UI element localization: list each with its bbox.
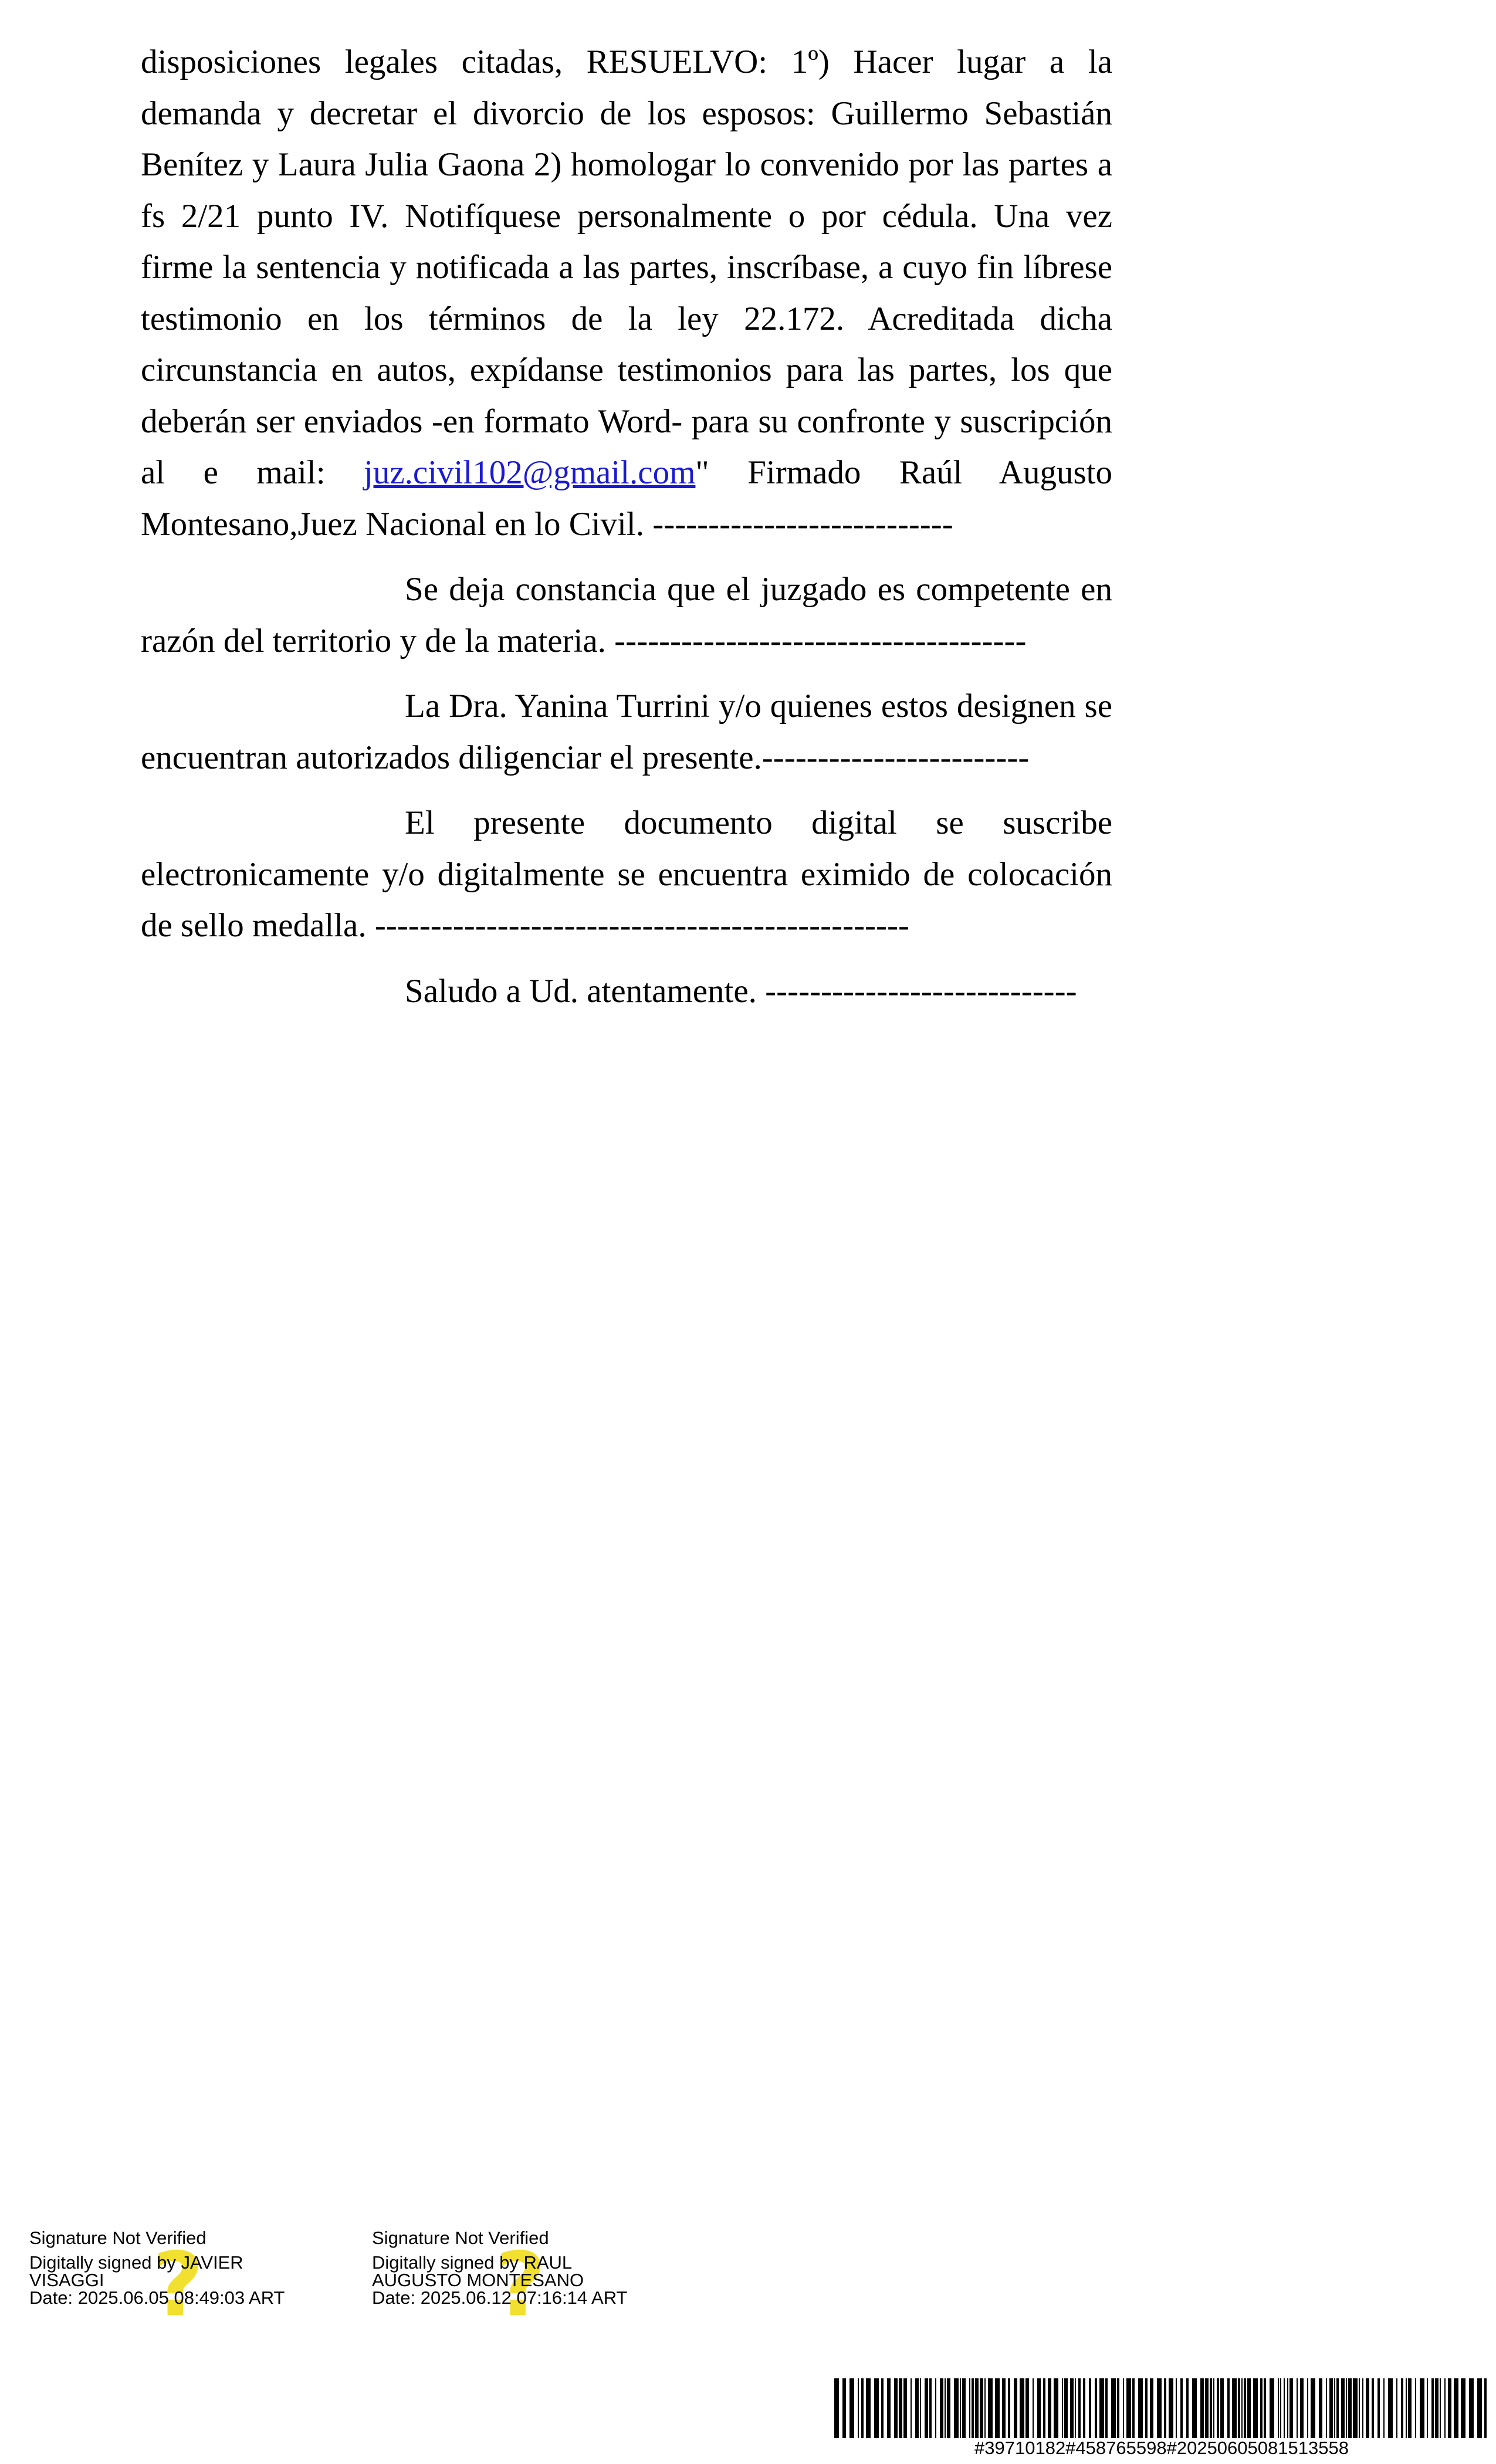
barcode-bar — [1359, 2378, 1360, 2438]
barcode-bar — [972, 2378, 974, 2438]
barcode-bar — [1341, 2378, 1345, 2438]
barcode-bar — [834, 2378, 839, 2438]
barcode-bar — [1123, 2378, 1124, 2438]
barcode-bar — [866, 2378, 871, 2438]
barcode-bar — [1138, 2378, 1143, 2438]
barcode-bar — [1297, 2378, 1298, 2438]
barcode-bar — [960, 2378, 961, 2438]
resolution-signature-text: " Firmado Raúl Augusto Montesano,Juez Nacional en lo Civil. --------------------------- — [141, 454, 1112, 543]
signer-line-2: AUGUSTO MONTESANO — [372, 2270, 584, 2290]
barcode-bar — [915, 2378, 919, 2438]
barcode-bar — [1070, 2378, 1074, 2438]
barcode-bar — [1280, 2378, 1281, 2438]
barcode-bar — [1217, 2378, 1219, 2438]
barcode-bar — [935, 2378, 936, 2438]
barcode-bar — [1048, 2378, 1051, 2438]
barcode-bar — [925, 2378, 928, 2438]
barcode-bar — [1075, 2378, 1076, 2438]
barcode-bar — [1253, 2378, 1258, 2438]
barcode-bar — [1054, 2378, 1058, 2438]
barcode-bar — [894, 2378, 898, 2438]
barcode-bar — [947, 2378, 950, 2438]
barcode-bar — [1435, 2378, 1439, 2438]
barcode-bar — [911, 2378, 912, 2438]
barcode-bar — [1105, 2378, 1108, 2438]
barcode-bar — [945, 2378, 946, 2438]
barcode-bar — [1287, 2378, 1288, 2438]
barcode-bar — [995, 2378, 1000, 2438]
barcode-bar — [1238, 2378, 1240, 2438]
barcode-bar — [954, 2378, 959, 2438]
authorization-paragraph: La Dra. Yanina Turrini y/o quienes estos designen se encuentran autorizados diligenciar el presente.------------------------ — [141, 688, 1112, 776]
barcode-bar — [1145, 2378, 1148, 2438]
barcode-bar — [1132, 2378, 1135, 2438]
barcode-bar — [1319, 2378, 1322, 2438]
signer-line-2: VISAGGI — [29, 2270, 104, 2290]
barcode-bar — [1348, 2378, 1352, 2438]
resolution-text: disposiciones legales citadas, RESUELVO: 1º) Hacer lugar a la demanda y decretar el divorcio de los esposos: Guillermo Sebastián Benítez y Laura Julia Gaona 2) homologar lo convenido por las partes a fs 2/21 punto IV. Notifíquese personalmente o por cédula. Una vez firme la sentencia y notificada a las partes, inscríbase, a cuyo fin líbrese testimonio en los términos de la ley 22.172. Acreditada dicha circunstancia en autos, expídanse testimonios para las partes, los que deberán ser enviados -en formato Word- para su confronte y suscripción al e mail: — [141, 43, 1112, 491]
barcode-bar — [1329, 2378, 1333, 2438]
barcode-bar — [1448, 2378, 1451, 2438]
barcode-bar — [1353, 2378, 1358, 2438]
barcode-bar — [1164, 2378, 1166, 2438]
barcode-bar — [1420, 2378, 1424, 2438]
barcode-bar — [849, 2378, 854, 2438]
signature-block-montesano[interactable] — [372, 2228, 700, 2336]
barcode-bar — [1033, 2378, 1034, 2438]
barcode-bar — [969, 2378, 970, 2438]
barcode-bar — [1401, 2378, 1403, 2438]
signature-date: Date: 2025.06.05 08:49:03 ART — [29, 2287, 285, 2308]
signer-line-1: Digitally signed by RAUL — [372, 2252, 573, 2273]
barcode-bar — [1469, 2378, 1474, 2438]
barcode-bar — [903, 2378, 907, 2438]
barcode-bar — [962, 2378, 966, 2438]
barcode-bar — [1454, 2378, 1458, 2438]
barcode-bar — [1043, 2378, 1045, 2438]
question-mark-icon: ? — [153, 2234, 204, 2336]
barcode-bar — [1020, 2378, 1024, 2438]
barcode-bar — [1232, 2378, 1237, 2438]
barcode-bar — [1083, 2378, 1085, 2438]
barcode-bar — [1270, 2378, 1274, 2438]
barcode-bar — [1461, 2378, 1465, 2438]
barcode-bar — [1205, 2378, 1209, 2438]
barcode-bar — [1484, 2378, 1487, 2438]
barcode-bar — [988, 2378, 993, 2438]
barcode-bar — [842, 2378, 846, 2438]
barcode-bar — [874, 2378, 879, 2438]
barcode-bar — [1095, 2378, 1097, 2438]
barcode-bar — [975, 2378, 979, 2438]
barcode-bar — [887, 2378, 891, 2438]
barcode-bar — [881, 2378, 884, 2438]
barcode-bar — [1213, 2378, 1214, 2438]
barcode-bar — [1247, 2378, 1251, 2438]
barcode-bar — [1099, 2378, 1104, 2438]
barcode-bar — [1111, 2378, 1116, 2438]
barcode-bar — [1157, 2378, 1162, 2438]
barcode-bar — [1176, 2378, 1177, 2438]
barcode-bar — [1089, 2378, 1091, 2438]
barcode-bar — [1383, 2378, 1385, 2438]
barcode-bar — [1014, 2378, 1017, 2438]
barcode-bar — [1311, 2378, 1315, 2438]
barcode-bar — [1334, 2378, 1335, 2438]
barcode-bar — [1307, 2378, 1308, 2438]
barcode-bar — [1408, 2378, 1412, 2438]
barcode-bar — [1037, 2378, 1041, 2438]
barcode-bar — [1440, 2378, 1441, 2438]
barcode-bar — [1346, 2378, 1347, 2438]
signature-block-visaggi[interactable] — [29, 2228, 358, 2336]
barcode-bar — [899, 2378, 902, 2438]
barcode-bar — [1062, 2378, 1063, 2438]
document-body — [141, 36, 1112, 1031]
barcode-bar — [1260, 2378, 1263, 2438]
barcode-bar — [1284, 2378, 1285, 2438]
signature-date: Date: 2025.06.12 07:16:14 ART — [372, 2287, 628, 2308]
barcode-bar — [1372, 2378, 1374, 2438]
barcode-bar — [861, 2378, 864, 2438]
barcode-bar — [1180, 2378, 1183, 2438]
signer-line-1: Digitally signed by JAVIER — [29, 2252, 243, 2273]
barcode-bar — [1300, 2378, 1304, 2438]
barcode-bar — [1078, 2378, 1081, 2438]
barcode-bar — [1025, 2378, 1029, 2438]
barcode-bar — [1150, 2378, 1153, 2438]
barcode-bar — [1192, 2378, 1197, 2438]
barcode-bar — [1210, 2378, 1212, 2438]
barcode-bar — [1002, 2378, 1006, 2438]
barcode-bar — [1477, 2378, 1482, 2438]
court-email-link[interactable]: juz.civil102@gmail.com — [364, 454, 696, 491]
barcode-image — [834, 2378, 1489, 2438]
barcode-bar — [1326, 2378, 1327, 2438]
barcode-bar — [1186, 2378, 1189, 2438]
barcode-bar — [980, 2378, 983, 2438]
barcode-bar — [1431, 2378, 1434, 2438]
barcode-number: #39710182#458765598#20250605081513558 — [974, 2438, 1349, 2458]
barcode-bar — [1415, 2378, 1416, 2438]
barcode-bar — [1220, 2378, 1224, 2438]
barcode-bar — [1064, 2378, 1068, 2438]
barcode-bar — [1377, 2378, 1380, 2438]
signature-status: Signature Not Verified — [29, 2228, 207, 2248]
barcode-bar — [1264, 2378, 1266, 2438]
closing-paragraph: Saludo a Ud. atentamente. ---------------------------- — [405, 972, 1077, 1010]
barcode-bar — [1366, 2378, 1369, 2438]
question-mark-icon: ? — [495, 2234, 547, 2336]
barcode-bar — [1388, 2378, 1393, 2438]
barcode-bar — [1406, 2378, 1407, 2438]
barcode-bar — [1444, 2378, 1446, 2438]
barcode-bar — [858, 2378, 859, 2438]
barcode-bar — [1126, 2378, 1131, 2438]
barcode-bar — [1336, 2378, 1339, 2438]
barcode-bar — [920, 2378, 921, 2438]
barcode-bar — [1244, 2378, 1246, 2438]
digital-signature-paragraph: El presente documento digital se suscribe electronicamente y/o digitalmente se encuentra eximido de colocación de sello medalla. ------------------------------------------------ — [141, 804, 1112, 944]
barcode-bar — [1396, 2378, 1397, 2438]
barcode-bar — [1117, 2378, 1119, 2438]
barcode-bar — [1241, 2378, 1243, 2438]
barcode-bar — [1427, 2378, 1428, 2438]
resolution-paragraph — [141, 36, 1112, 550]
barcode-bar — [1289, 2378, 1293, 2438]
barcode-bar — [984, 2378, 986, 2438]
barcode-bar — [940, 2378, 943, 2438]
barcode-bar — [1169, 2378, 1173, 2438]
barcode-bar — [1200, 2378, 1204, 2438]
signature-status: Signature Not Verified — [372, 2228, 549, 2248]
barcode-bar — [1227, 2378, 1230, 2438]
barcode-bar — [1362, 2378, 1363, 2438]
barcode-bar — [1278, 2378, 1279, 2438]
competence-paragraph: Se deja constancia que el juzgado es competente en razón del territorio y de la materia. ------------------------------------- — [141, 571, 1112, 659]
barcode-bar — [929, 2378, 932, 2438]
barcode-bar — [1008, 2378, 1010, 2438]
